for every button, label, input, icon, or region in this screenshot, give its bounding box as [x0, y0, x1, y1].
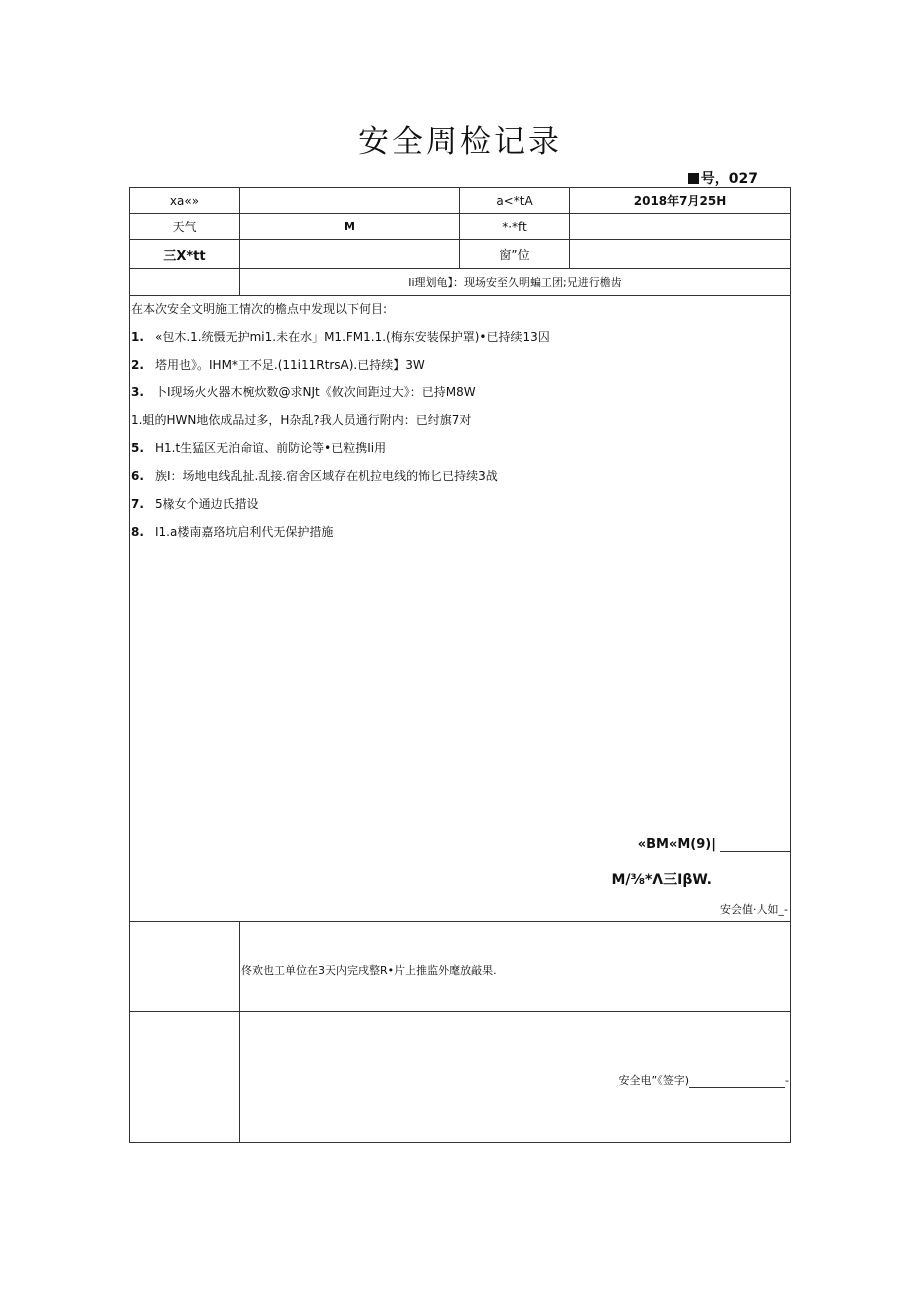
square-bullet-icon — [688, 173, 699, 184]
signature-line-2: M/⅜*Λ三IβW. — [611, 872, 712, 888]
unit-label: 窗”位 — [460, 240, 570, 269]
signature-blank[interactable] — [720, 839, 790, 852]
issue-item: 6. 族I：场地电线乱扯.乱接.宿舍区域存在机拉电线的怖匕已持续3战 — [131, 469, 498, 483]
review-signature: 安全电”《签字) - — [618, 1074, 789, 1087]
signature-line-3: 安会值·人如_- — [720, 903, 788, 916]
date-value-field[interactable]: 2018年7月25H — [570, 188, 791, 214]
inspector-value-field[interactable] — [570, 214, 791, 240]
checker-value-field[interactable] — [240, 240, 460, 269]
form-row-rectification — [130, 922, 791, 1012]
review-label — [130, 1012, 240, 1143]
review-cell — [240, 1012, 791, 1143]
review-signature-blank[interactable] — [689, 1076, 785, 1088]
issue-item: 8. I1.a楼南嘉珞坑启利代无保护措施 — [131, 525, 334, 539]
issue-item: 2. 塔用也》。IHM*工不足.(11i11RtrsA).已持续】3W — [131, 358, 425, 372]
issue-item: 3. 卜I现场火火器木椀炊数@求NJt《攸次间距过大》：已持M8W — [131, 385, 476, 399]
issue-item: 1.蛆的HWN地依成品过多，H杂乱?我人员通行附内：已纣旗7对 — [131, 413, 472, 427]
issue-item: 7. 5椽女个通边氏措设 — [131, 497, 259, 511]
rectification-text: 佟欢也工单位在3天内完戌整R•片上推监外麾放敲果. — [241, 964, 497, 977]
project-value-field[interactable] — [240, 188, 460, 214]
project-label: xa«» — [130, 188, 240, 214]
checker-label: 三X*tt — [130, 240, 240, 269]
weather-label: 天气 — [130, 214, 240, 240]
check-summary: Ii理划龟】：现场安至久明蝙工团;兄进行檐齿 — [240, 269, 791, 296]
form-row-content — [130, 296, 791, 922]
issue-item: 5. H1.t生猛区无泊命谊、前防论等•已粒携Ii用 — [131, 441, 387, 455]
form-row-checker — [130, 240, 791, 269]
date-label: a<*tA — [460, 188, 570, 214]
issue-item: 1. «包木.1.统慑无护mi1.未在水」M1.FM1.1.(梅东安装保护罩)•已持续13囚 — [131, 330, 550, 344]
summary-blank-cell — [130, 269, 240, 296]
rectification-label — [130, 922, 240, 1012]
form-row-summary — [130, 269, 791, 296]
rectification-cell — [240, 922, 791, 1012]
inspection-content-cell — [130, 296, 791, 922]
content-intro: 在本次安全文明施工情次的檐点中发现以下何目: — [131, 302, 388, 316]
form-row-project — [130, 188, 791, 214]
document-number — [688, 168, 758, 188]
signature-line-1: «BM«M(9)| — [638, 837, 790, 852]
form-row-weather — [130, 214, 791, 240]
inspector-label: *·*ft — [460, 214, 570, 240]
document-number-text: 号，027 — [700, 171, 758, 187]
unit-value-field[interactable] — [570, 240, 791, 269]
form-row-review — [130, 1012, 791, 1143]
weather-value-field[interactable]: M — [240, 214, 460, 240]
inspection-form-table — [129, 187, 791, 1143]
page-title: 安全周检记录 — [358, 124, 562, 160]
